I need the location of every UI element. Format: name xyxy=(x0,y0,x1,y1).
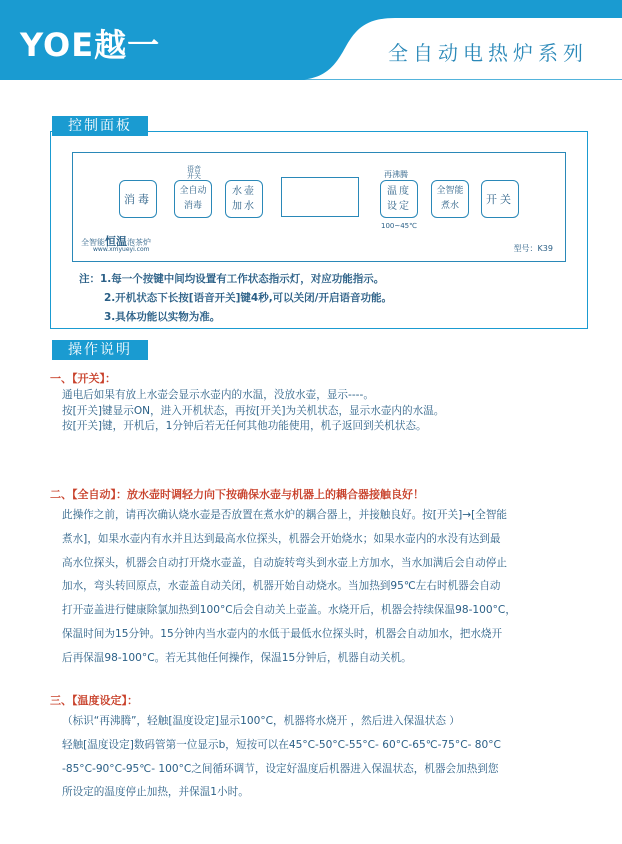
section-2-line: 打开壶盖进行健康除氯加热到100°C后会自动关上壶盖。水烧开后，机器会持续保温98-100°C， xyxy=(62,604,516,617)
control-panel-label: 控制面板 xyxy=(52,116,148,136)
section-2-line: 此操作之前，请再次确认烧水壶是否放置在煮水炉的耦合器上，并接触良好。按[开关]→[全智能 xyxy=(62,509,508,521)
section-2-line: 保温时间为15分钟。15分钟内当水壶内的水低于最低水位探头时，机器会自动加水，把水烧开 xyxy=(62,627,503,640)
note-1: 注：1.每一个按键中间均设置有工作状态指示灯，对应功能指示。 xyxy=(79,273,385,285)
control-panel-figure xyxy=(50,131,588,329)
section-1-line: 按[开关]键，开机后，1分钟后若无任何其他功能使用，机子返回到关机状态。 xyxy=(62,420,427,433)
power-button: 开关 xyxy=(481,180,519,218)
disinfect-button: 消毒 xyxy=(119,180,157,218)
section-1-line: 按[开关]键显示ON，进入开机状态，再按[开关]为关机状态，显示水壶内的水温。 xyxy=(62,404,445,417)
temp-range-label: 100~45℃ xyxy=(381,222,417,230)
section-2-line: 煮水]，如果水壶内有水并且达到最高水位探头，机器会开始烧水；如果水壶内的水没有达到最 xyxy=(62,532,501,545)
note-3: 3.具体功能以实物为准。 xyxy=(104,311,221,323)
section-1-line: 通电后如果有放上水壶会显示水壶内的水温，没放水壶，显示----。 xyxy=(62,389,374,401)
note-2: 2.开机状态下长按[语音开关]键4秒,可以关闭/开启语音功能。 xyxy=(104,292,393,304)
section-3-line: （标识“再沸腾”，轻触[温度设定]显示100°C，机器将水烧开 ，然后进入保温状态 ） xyxy=(62,715,460,727)
section-2-line: 高水位探头，机器会自动打开烧水壶盖，自动旋转弯头到水壶上方加水，当水加满后会自动停止 xyxy=(62,556,507,569)
panel-brand: 全智能恒温泡茶炉 xyxy=(81,235,151,248)
brand-logo: YOE越一 xyxy=(20,26,161,64)
instructions-label: 操作说明 xyxy=(52,340,148,360)
panel-diagram xyxy=(72,152,566,262)
digital-display xyxy=(281,177,359,217)
section-3-line: 轻触[温度设定]数码管第一位显示b，短按可以在45°C-50°C-55°C- 60°C-65℃-75°C- 80°C xyxy=(62,738,501,751)
model-label: 型号：K39 xyxy=(513,244,553,253)
panel-notes xyxy=(79,270,392,327)
section-1-body xyxy=(62,388,444,435)
section-2-line: 加水，弯头转回原点，水壶盖自动关闭，机器开始自动烧水。当加热到95℃左右时机器会自动 xyxy=(62,580,501,593)
smart-boil-button: 全智能 煮水 xyxy=(431,180,469,218)
section-3-heading: 三、【温度设定】： xyxy=(50,694,138,707)
voice-label-1: 语音 xyxy=(187,165,201,173)
auto-disinfect-button: 全自动 消毒 xyxy=(174,180,212,218)
section-2-heading: 二、【全自动】：放水壶时调轻力向下按确保水壶与机器上的耦合器接触良好！ xyxy=(50,488,424,501)
section-2-body xyxy=(62,504,600,671)
kettle-fill-button: 水壶 加水 xyxy=(225,180,263,218)
section-3-line: 所设定的温度停止加热，并保温1小时。 xyxy=(62,786,249,799)
section-3-body xyxy=(62,710,600,805)
temp-set-button: 温度 设定 xyxy=(380,180,418,218)
voice-label-2: 开关 xyxy=(187,172,201,180)
panel-url: www.xmyueyi.com xyxy=(93,246,150,253)
section-3-line: -85°C-90°C-95℃- 100°C之间循环调节，设定好温度后机器进入保温状态，机器会加热到您 xyxy=(62,762,499,775)
section-2-line: 后再保温98-100°C。若无其他任何操作，保温15分钟后，机器自动关机。 xyxy=(62,651,412,664)
series-title: 全自动电热炉系列 xyxy=(388,41,588,65)
section-1-heading: 一、【开关】： xyxy=(50,372,116,385)
reboil-label: 再沸腾 xyxy=(384,170,408,179)
